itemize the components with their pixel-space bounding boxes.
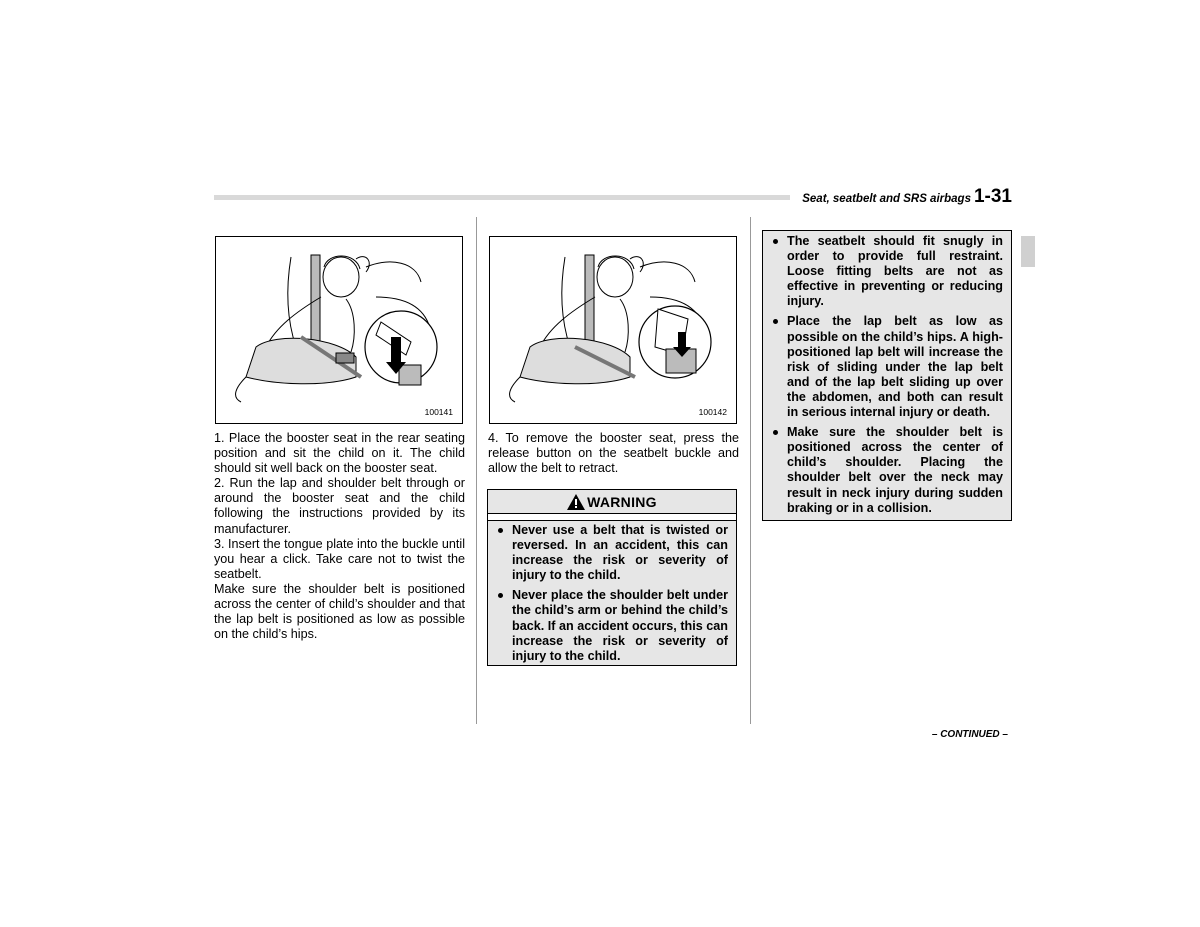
list-item: The seatbelt should fit snugly in order to provide full restraint. Loose fitting belts are not as effective in preventing or reducing injury. [765, 234, 1003, 309]
page-header [790, 186, 1012, 208]
bullet-icon [498, 593, 503, 598]
warning-triangle-icon [567, 494, 585, 510]
paragraph: 1. Place the booster seat in the rear seating position and sit the child on it. The child should sit well back on the booster seat. [214, 431, 465, 476]
paragraph: 4. To remove the booster seat, press the release button on the seatbelt buckle and allow the belt to retract. [488, 431, 739, 476]
list-item: Never place the shoulder belt under the child’s arm or behind the child’s back. If an accident occurs, this can increase the risk or severity of injury to the child. [490, 588, 728, 663]
warning-box [487, 489, 737, 666]
warning-header [488, 490, 736, 514]
column-1-text [214, 431, 465, 642]
continued-label: – CONTINUED – [931, 729, 1008, 740]
bullet-icon [498, 528, 503, 533]
chapter-tab [1021, 236, 1035, 267]
column-divider [476, 217, 477, 724]
figure-release-buckle [489, 236, 737, 424]
child-booster-seat-illustration-icon [216, 237, 462, 423]
paragraph: 2. Run the lap and shoulder belt through or around the booster seat and the child following the instructions provided by its manufacturer. [214, 476, 465, 536]
column-2-text [488, 431, 739, 476]
list-item: Make sure the shoulder belt is positioned across the center of child’s shoulder. Placing the shoulder belt over the neck may result in neck injury during sudden braking or in a collision. [765, 425, 1003, 516]
bullet-icon [773, 430, 778, 435]
column-divider [750, 217, 751, 724]
list-item: Never use a belt that is twisted or reversed. In an accident, this can increase the risk or severity of injury to the child. [490, 523, 728, 583]
warning-list [488, 521, 736, 664]
header-rule [214, 195, 790, 200]
figure-number: 100141 [424, 407, 453, 417]
paragraph: Make sure the shoulder belt is positioned across the center of child’s shoulder and that the lap belt is positioned as low as possible on the child’s hips. [214, 581, 465, 642]
page-number: 1-31 [973, 186, 1012, 207]
child-booster-seat-illustration-icon [490, 237, 736, 423]
paragraph: 3. Insert the tongue plate into the buckle until you hear a click. Take care not to twist the seatbelt. [214, 536, 465, 581]
warning-separator [488, 514, 736, 521]
section-title: Seat, seatbelt and SRS airbags [802, 193, 971, 205]
caution-box [762, 230, 1012, 521]
bullet-icon [773, 239, 778, 244]
warning-title: WARNING [587, 493, 657, 510]
caution-list [765, 234, 1003, 516]
bullet-icon [773, 319, 778, 324]
figure-number: 100142 [698, 407, 727, 417]
list-item: Place the lap belt as low as possible on the child’s hips. A high-positioned lap belt will increase the risk of sliding under the lap belt and of the lap belt sliding up over the abdomen, and both can result in serious internal injury or death. [765, 314, 1003, 420]
figure-insert-buckle [215, 236, 463, 424]
